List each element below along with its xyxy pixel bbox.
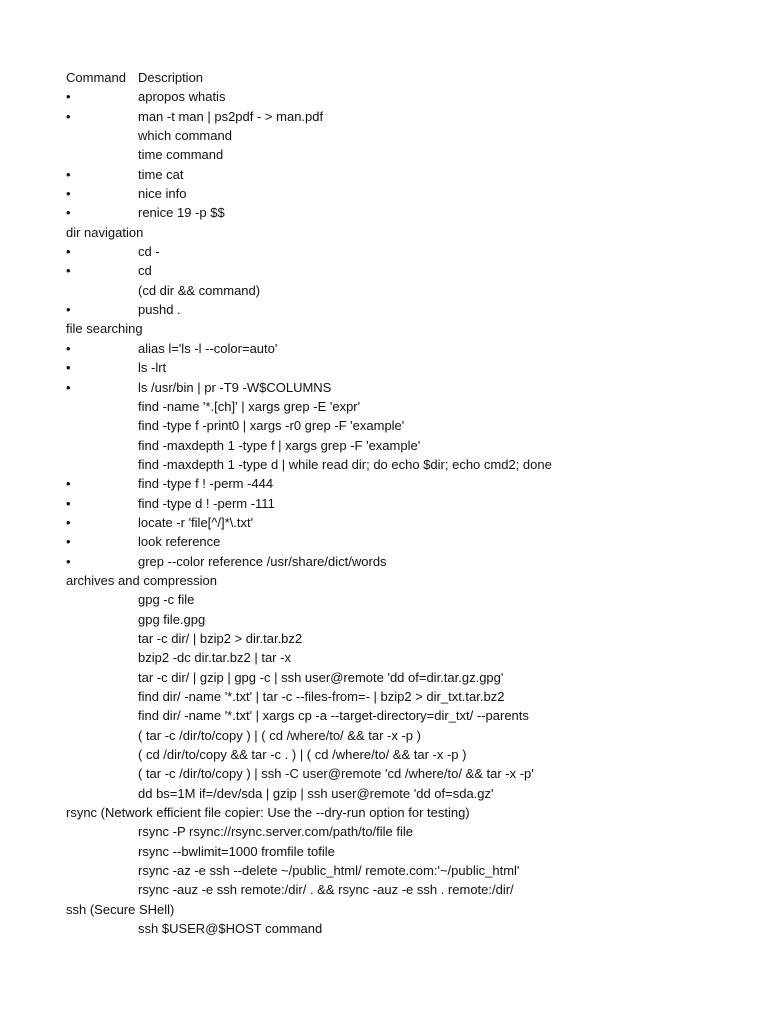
command-row	[66, 590, 756, 609]
command-row	[66, 610, 756, 629]
bullet-icon: •	[66, 553, 71, 569]
command-text: bzip2 -dc dir.tar.bz2 | tar -x	[138, 650, 291, 666]
bullet-icon: •	[66, 514, 71, 530]
header-command: Command	[66, 70, 126, 85]
bullet-icon: •	[66, 108, 71, 124]
command-row	[66, 629, 756, 648]
command-row	[66, 126, 756, 145]
bullet-icon: •	[66, 205, 71, 221]
section-heading-row	[66, 803, 756, 822]
command-text: cd -	[138, 244, 160, 260]
command-text: time command	[138, 147, 224, 163]
section-heading-row	[66, 900, 756, 919]
command-text: gpg file.gpg	[138, 611, 206, 627]
command-text: rsync --bwlimit=1000 fromfile tofile	[138, 843, 335, 859]
command-text: ( tar -c /dir/to/copy ) | ( cd /where/to/ && tar -x -p )	[138, 727, 421, 743]
bullet-icon: •	[66, 186, 71, 202]
command-text: ls -lrt	[138, 360, 167, 376]
command-row	[66, 532, 756, 551]
command-text: gpg -c file	[138, 592, 195, 608]
command-row	[66, 261, 756, 280]
bullet-icon: •	[66, 340, 71, 356]
command-row	[66, 784, 756, 803]
command-row	[66, 107, 756, 126]
command-row	[66, 822, 756, 841]
command-text: find -maxdepth 1 -type d | while read dir; do echo $dir; echo cmd2; done	[138, 456, 552, 472]
command-text: rsync -az -e ssh --delete ~/public_html/ remote.com:'~/public_html'	[138, 863, 520, 879]
command-text: tar -c dir/ | gzip | gpg -c | ssh user@remote 'dd of=dir.tar.gz.gpg'	[138, 669, 504, 685]
command-text: which command	[138, 128, 232, 144]
command-text: (cd dir && command)	[138, 282, 261, 298]
command-row	[66, 494, 756, 513]
command-text: time cat	[138, 166, 184, 182]
command-text: rsync -auz -e ssh remote:/dir/ . && rsync -auz -e ssh . remote:/dir/	[138, 882, 514, 898]
bullet-icon: •	[66, 302, 71, 318]
command-row	[66, 513, 756, 532]
command-row	[66, 842, 756, 861]
command-row	[66, 880, 756, 899]
bullet-icon: •	[66, 244, 71, 260]
command-text: renice 19 -p $$	[138, 205, 225, 221]
command-text: grep --color reference /usr/share/dict/words	[138, 553, 387, 569]
bullet-icon: •	[66, 263, 71, 279]
command-row	[66, 861, 756, 880]
command-row	[66, 242, 756, 261]
command-row	[66, 436, 756, 455]
command-text: find -name '*.[ch]' | xargs grep -E 'expr'	[138, 398, 361, 414]
command-text: apropos whatis	[138, 89, 226, 105]
command-text: find dir/ -name '*.txt' | xargs cp -a --target-directory=dir_txt/ --parents	[138, 708, 529, 724]
section-heading: ssh (Secure SHell)	[66, 901, 175, 917]
command-text: locate -r 'file[^/]*\.txt'	[138, 514, 254, 530]
command-reference-document	[66, 68, 756, 938]
section-heading: file searching	[66, 321, 143, 337]
command-text: dd bs=1M if=/dev/sda | gzip | ssh user@remote 'dd of=sda.gz'	[138, 785, 494, 801]
command-text: find dir/ -name '*.txt' | tar -c --files-from=- | bzip2 > dir_txt.tar.bz2	[138, 689, 505, 704]
section-heading: archives and compression	[66, 572, 218, 588]
command-row	[66, 300, 756, 319]
command-text: ssh $USER@$HOST command	[138, 921, 323, 937]
command-row	[66, 668, 756, 687]
bullet-icon: •	[66, 534, 71, 550]
command-list	[66, 87, 756, 938]
command-row	[66, 552, 756, 571]
command-text: alias l='ls -l --color=auto'	[138, 340, 278, 356]
bullet-icon: •	[66, 476, 71, 492]
command-row	[66, 397, 756, 416]
command-row	[66, 745, 756, 764]
command-row	[66, 184, 756, 203]
command-row	[66, 726, 756, 745]
command-row	[66, 358, 756, 377]
section-heading: rsync (Network efficient file copier: Use the --dry-run option for testing)	[66, 805, 470, 821]
bullet-icon: •	[66, 166, 71, 182]
command-row	[66, 416, 756, 435]
bullet-icon: •	[66, 89, 71, 105]
section-heading-row	[66, 223, 756, 242]
command-text: pushd .	[138, 302, 181, 318]
command-text: ls /usr/bin | pr -T9 -W$COLUMNS	[138, 379, 332, 395]
command-row	[66, 87, 756, 106]
bullet-icon: •	[66, 379, 71, 395]
command-text: look reference	[138, 534, 221, 550]
command-row	[66, 378, 756, 397]
command-row	[66, 455, 756, 474]
section-heading-row	[66, 571, 756, 590]
command-row	[66, 687, 756, 706]
command-row	[66, 145, 756, 164]
command-text: ( tar -c /dir/to/copy ) | ssh -C user@remote 'cd /where/to/ && tar -x -p'	[138, 766, 534, 782]
bullet-icon: •	[66, 360, 71, 376]
header-row	[66, 68, 756, 87]
header-description: Description	[138, 70, 204, 85]
bullet-icon: •	[66, 495, 71, 511]
command-text: rsync -P rsync://rsync.server.com/path/to/file file	[138, 824, 414, 840]
command-text: ( cd /dir/to/copy && tar -c . ) | ( cd /where/to/ && tar -x -p )	[138, 747, 467, 763]
command-row	[66, 165, 756, 184]
command-row	[66, 919, 756, 938]
command-text: man -t man | ps2pdf - > man.pdf	[138, 108, 324, 124]
section-heading-row	[66, 319, 756, 338]
command-row	[66, 203, 756, 222]
command-text: find -maxdepth 1 -type f | xargs grep -F 'example'	[138, 437, 421, 453]
command-row	[66, 764, 756, 783]
command-text: find -type f -print0 | xargs -r0 grep -F 'example'	[138, 418, 405, 434]
command-text: find -type d ! -perm -111	[138, 495, 275, 511]
command-text: find -type f ! -perm -444	[138, 476, 274, 492]
command-row	[66, 648, 756, 667]
command-text: nice info	[138, 186, 187, 202]
command-row	[66, 281, 756, 300]
section-heading: dir navigation	[66, 224, 144, 240]
command-row	[66, 474, 756, 493]
command-text: cd	[138, 263, 152, 279]
command-row	[66, 339, 756, 358]
command-text: tar -c dir/ | bzip2 > dir.tar.bz2	[138, 630, 303, 646]
command-row	[66, 706, 756, 725]
